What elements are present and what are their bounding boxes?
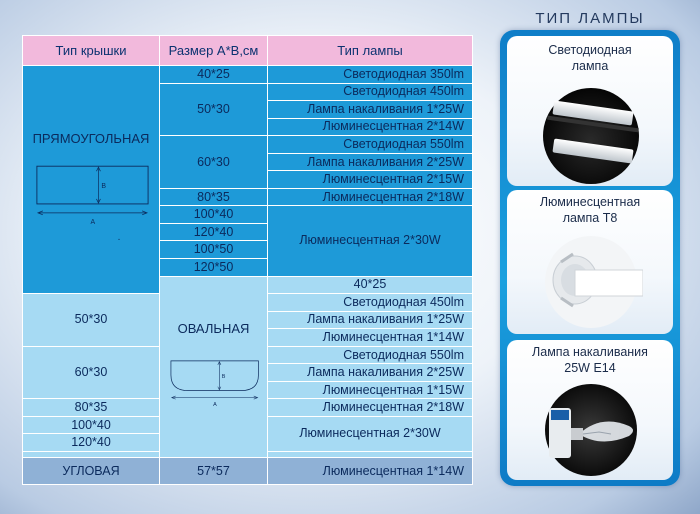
lid-spec-table: [22, 35, 473, 485]
rect-dot: .: [117, 232, 121, 243]
led-strip-icon: [539, 82, 643, 184]
rect-dim-a: A: [90, 218, 96, 226]
lamp-cell: Светодиодная 550lm: [268, 136, 473, 154]
cover-rect-cell: [23, 66, 160, 294]
size-cell: 40*25: [268, 276, 473, 294]
size-cell: 100*50: [160, 241, 268, 259]
size-cell: 120*50: [160, 259, 268, 277]
size-cell: 50*30: [160, 83, 268, 136]
oval-lid-diagram-icon: [160, 347, 267, 417]
lamp-cell: Люминесцентная 2*15W: [268, 171, 473, 189]
cover-oval-cell: [160, 276, 268, 458]
lamp-cell: Светодиодная 550lm: [268, 346, 473, 364]
size-cell: 57*57: [160, 458, 268, 485]
size-cell: 80*35: [23, 399, 160, 417]
lamp-card-t8: [507, 190, 673, 334]
size-cell: 60*30: [23, 346, 160, 399]
header-lamp-type: Тип лампы: [268, 36, 473, 66]
table-row: [23, 458, 473, 485]
lamp-panel-title: ТИП ЛАМПЫ: [535, 10, 645, 27]
lamp-cell: Светодиодная 450lm: [268, 294, 473, 312]
incandescent-bulb-icon: [539, 380, 643, 478]
rect-lid-diagram-icon: [23, 158, 159, 228]
lamp-cell: Люминесцентная 2*14W: [268, 118, 473, 136]
lamp-cell: Светодиодная 450lm: [268, 83, 473, 101]
lamp-cell: Люминесцентная 2*18W: [268, 399, 473, 417]
cover-oval-label: ОВАЛЬНАЯ: [177, 320, 250, 336]
size-cell: 60*30: [160, 136, 268, 189]
table-header-row: [23, 36, 473, 66]
table-row: [23, 66, 473, 84]
lamp-cell: Светодиодная 350lm: [268, 66, 473, 84]
size-cell: 120*40: [160, 223, 268, 241]
header-size: Размер А*В,см: [160, 36, 268, 66]
lamp-cell: Лампа накаливания 1*25W: [268, 101, 473, 119]
lamp-card-caption: Люминесцентная лампа Т8: [539, 195, 641, 225]
size-cell: 100*40: [23, 416, 160, 434]
size-cell: 120*40: [23, 434, 160, 452]
lamp-cell: Люминесцентная 1*15W: [268, 381, 473, 399]
lamp-cell: Лампа накаливания 2*25W: [268, 153, 473, 171]
lamp-card-led: [507, 36, 673, 186]
lamp-cell: Люминесцентная 1*14W: [268, 329, 473, 347]
lamp-cell: Люминесцентная 2*30W: [268, 206, 473, 276]
lamp-card-caption: Светодиодная лампа: [548, 43, 632, 73]
size-cell: 100*40: [160, 206, 268, 224]
header-cover-type: Тип крышки: [23, 36, 160, 66]
oval-dim-b: B: [221, 373, 226, 380]
lamp-card-incandescent: [507, 340, 673, 480]
lamp-cell: Люминесцентная 2*18W: [268, 188, 473, 206]
cover-corner-cell: УГЛОВАЯ: [23, 458, 160, 485]
cover-rect-label: ПРЯМОУГОЛЬНАЯ: [32, 131, 150, 146]
lamp-cell: Люминесцентная 2*30W: [268, 416, 473, 451]
oval-dim-a: A: [213, 401, 217, 408]
fluorescent-tube-icon: [539, 232, 643, 332]
lamp-cell: Лампа накаливания 2*25W: [268, 364, 473, 382]
lamp-cell: Люминесцентная 1*14W: [268, 458, 473, 485]
lamp-type-panel: [500, 30, 680, 486]
rect-dim-b: B: [101, 183, 107, 191]
size-cell: 80*35: [160, 188, 268, 206]
lamp-card-caption: Лампа накаливания 25W E14: [532, 345, 648, 375]
size-cell: 50*30: [23, 294, 160, 347]
size-cell: 40*25: [160, 66, 268, 84]
lamp-cell: Лампа накаливания 1*25W: [268, 311, 473, 329]
